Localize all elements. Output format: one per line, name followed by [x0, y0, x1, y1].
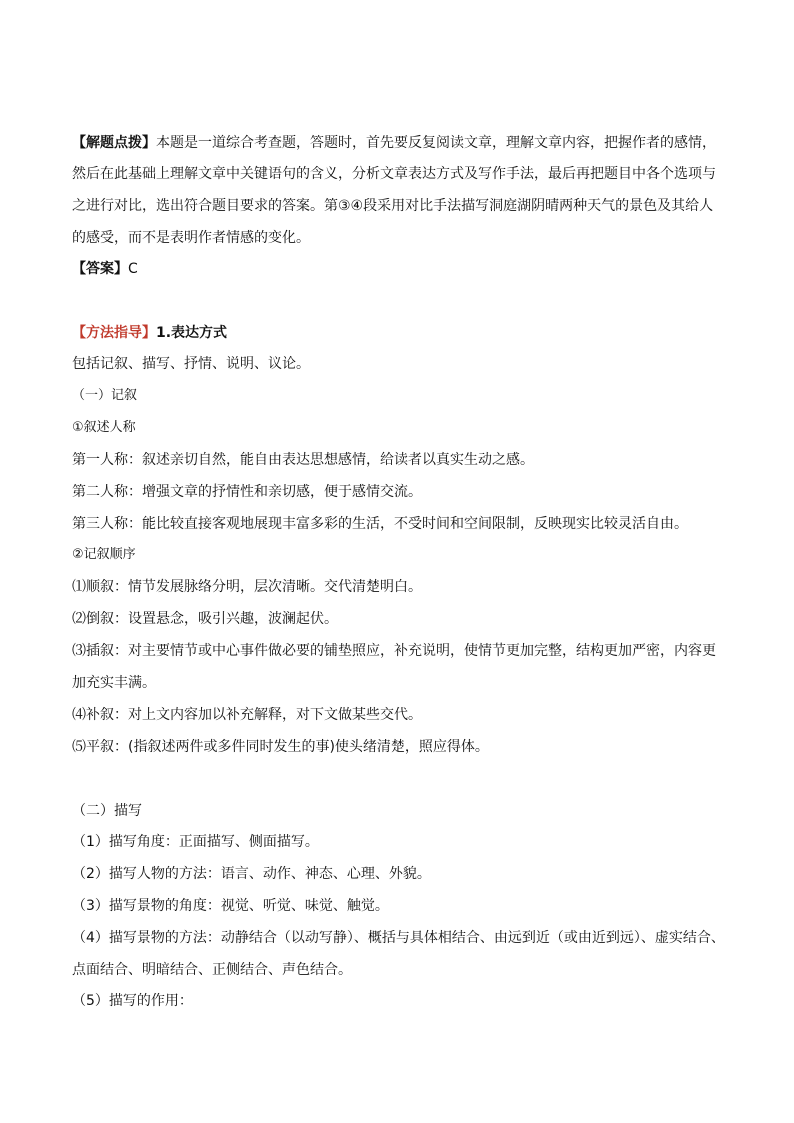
analysis-line-4: 的感受，而不是表明作者情感的变化。: [72, 230, 310, 246]
description-2: （2）描写人物的方法：语言、动作、神态、心理、外貌。: [72, 866, 431, 882]
order-3b: 加充实丰满。: [72, 675, 156, 691]
method-heading-line: [72, 323, 227, 343]
order-title: ②记叙顺序: [72, 547, 136, 562]
answer-tag: 【答案】: [72, 261, 128, 277]
order-5: ⑸平叙：(指叙述两件或多件同时发生的事)使头绪清楚，照应得体。: [72, 739, 489, 755]
third-person: 第三人称：能比较直接客观地展现丰富多彩的生活，不受时间和空间限制，反映现实比较灵活自由。: [72, 516, 688, 532]
order-4: ⑷补叙：对上文内容加以补充解释，对下文做某些交代。: [72, 707, 422, 723]
method-intro: 包括记叙、描写、抒情、说明、议论。: [72, 356, 310, 372]
answer-value: C: [128, 261, 138, 277]
narration-title: （一）记叙: [72, 388, 138, 403]
description-title: （二）描写: [72, 803, 142, 819]
analysis-line-3: 之进行对比，选出符合题目要求的答案。第③④段采用对比手法描写洞庭湖阴晴两种天气的景色及其给人: [72, 198, 714, 214]
analysis-tag: 【解题点拨】: [72, 135, 156, 151]
analysis-line-1: [72, 133, 716, 153]
description-5: （5）描写的作用：: [72, 993, 193, 1009]
order-3a: ⑶插叙：对主要情节或中心事件做必要的铺垫照应，补充说明，使情节更加完整，结构更加严密，内容更: [72, 643, 716, 659]
person-title: ①叙述人称: [72, 420, 136, 435]
description-4b: 点面结合、明暗结合、正侧结合、声色结合。: [72, 962, 352, 978]
first-person: 第一人称：叙述亲切自然，能自由表达思想感情，给读者以真实生动之感。: [72, 452, 534, 468]
order-1: ⑴顺叙：情节发展脉络分明，层次清晰。交代清楚明白。: [72, 579, 422, 595]
analysis-text: 本题是一道综合考查题，答题时，首先要反复阅读文章，理解文章内容，把握作者的感情，: [156, 135, 716, 151]
analysis-line-2: 然后在此基础上理解文章中关键语句的含义，分析文章表达方式及写作手法，最后再把题目中各个选项与: [72, 166, 716, 182]
answer-line: [72, 259, 138, 279]
description-1: （1）描写角度：正面描写、侧面描写。: [72, 834, 319, 850]
order-2: ⑵倒叙：设置悬念，吸引兴趣，波澜起伏。: [72, 611, 338, 627]
method-heading: 1.表达方式: [156, 325, 228, 341]
description-3: （3）描写景物的角度：视觉、听觉、味觉、触觉。: [72, 898, 389, 914]
second-person: 第二人称：增强文章的抒情性和亲切感，便于感情交流。: [72, 484, 422, 500]
description-4a: （4）描写景物的方法：动静结合（以动写静）、概括与具体相结合、由远到近（或由近到远）、虚实结合、: [72, 930, 725, 946]
method-tag: 【方法指导】: [72, 325, 156, 341]
